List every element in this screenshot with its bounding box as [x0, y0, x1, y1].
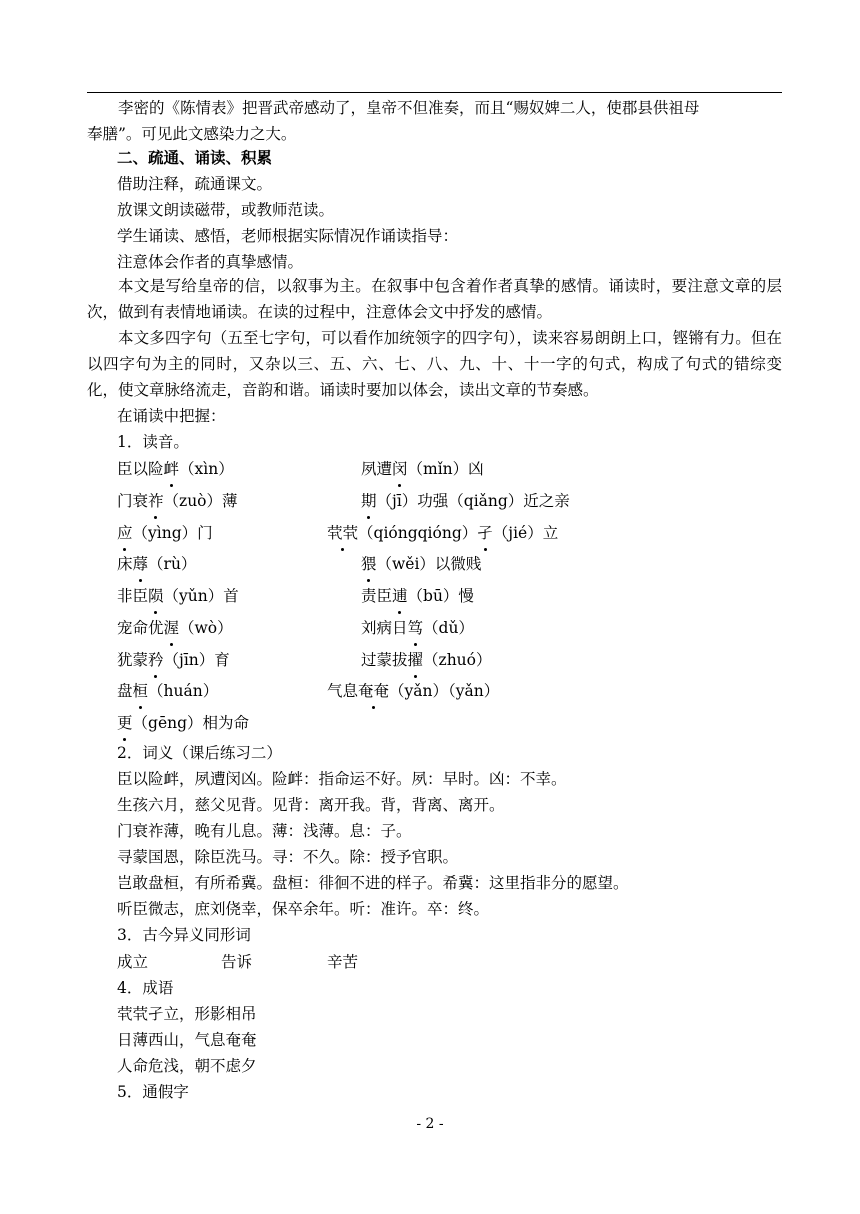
reading-right-7: 过蒙拔擢（zhuó）: [361, 651, 492, 669]
intro-paragraph: [87, 95, 782, 147]
reading-left-8: 盘桓（huán）: [117, 682, 219, 700]
meaning-line-4: 寻蒙国恩，除臣洗马。寻：不久。除：授予官职。: [117, 848, 459, 866]
meaning-heading: 2．词义（课后练习二）: [117, 744, 282, 762]
step-4: 注意体会作者的真挚感情。: [117, 253, 304, 271]
reading-right-6: 刘病日笃（dǔ）: [361, 619, 474, 637]
step-3: 学生诵读、感悟，老师根据实际情况作诵读指导：: [117, 227, 459, 245]
reading-right-3: 茕茕（qióngqióng）孑（jié）立: [327, 524, 559, 542]
ancient-word-3: 辛苦: [327, 953, 359, 971]
reading-left-6: 宠命优渥（wò）: [117, 619, 233, 637]
grasp-line: 在诵读中把握：: [117, 407, 226, 425]
step-2: 放课文朗读磁带，或教师范读。: [117, 201, 335, 219]
reading-left-4: 床蓐（rù）: [117, 555, 197, 573]
intro-line-2: 奉膳”。可见此文感染力之大。: [87, 125, 297, 143]
section-heading: 二、疏通、诵读、积累: [117, 148, 273, 167]
header-rule: [87, 92, 782, 93]
ancient-word-1: 成立: [117, 953, 149, 971]
reading-left-3: 应（yìng）门: [117, 524, 213, 542]
meaning-line-2: 生孩六月，慈父见背。见背：离开我。背，背离、离开。: [117, 796, 505, 814]
paragraph-sentence-style: 本文多四字句（五至七字句，可以看作加统领字的四字句），读来容易朗朗上口，铿锵有力。但在以四字句为主的同时，又杂以三、五、六、七、八、九、十、十一字的句式，构成了句式的错综变化，使文章脉络流走，音韵和谐。诵读时要加以体会，读出文章的节奏感。: [87, 329, 782, 399]
reading-right-4: 猥（wěi）以微贱: [361, 555, 482, 573]
paragraph-narrative: 本文是写给皇帝的信，以叙事为主。在叙事中包含着作者真挚的感情。诵读时，要注意文章的层次，做到有表情地诵读。在读的过程中，注意体会文中抒发的感情。: [87, 277, 782, 321]
idiom-line-1: 茕茕孑立，形影相吊: [117, 1005, 257, 1023]
ancient-word-2: 告诉: [221, 953, 253, 971]
reading-right-2: 期（jī）功强（qiǎng）近之亲: [361, 492, 570, 510]
ancient-heading: 3．古今异义同形词: [117, 926, 251, 944]
meaning-line-6: 听臣微志，庶刘侥幸，保卒余年。听：准许。卒：终。: [117, 900, 490, 918]
intro-line-1: 李密的《陈情表》把晋武帝感动了，皇帝不但准奏，而且“赐奴婢二人，使郡县供祖母: [118, 99, 700, 117]
idioms-heading: 4．成语: [117, 979, 174, 997]
meaning-line-3: 门衰祚薄，晚有儿息。薄：浅薄。息：子。: [117, 822, 412, 840]
reading-left-5: 非臣陨（yǔn）首: [117, 587, 239, 605]
reading-right-1: 夙遭闵（mǐn）凶: [361, 460, 484, 478]
step-1: 借助注释，疏通课文。: [117, 175, 273, 193]
reading-left-1: 臣以险衅（xìn）: [117, 460, 234, 478]
reading-left-9: 更（gēng）相为命: [117, 714, 250, 732]
tongjia-heading: 5．通假字: [117, 1083, 189, 1101]
reading-heading: 1．读音。: [117, 433, 189, 451]
idiom-line-2: 日薄西山，气息奄奄: [117, 1031, 257, 1049]
meaning-line-1: 臣以险衅，夙遭闵凶。险衅：指命运不好。夙：早时。凶：不幸。: [117, 770, 567, 788]
reading-right-8: 气息奄奄（yǎn）（yǎn）: [327, 682, 500, 700]
page-number: - 2 -: [416, 1116, 444, 1132]
reading-left-2: 门衰祚（zuò）薄: [117, 492, 238, 510]
meaning-line-5: 岂敢盘桓，有所希冀。盘桓：徘徊不进的样子。希冀：这里指非分的愿望。: [117, 874, 629, 892]
reading-left-7: 犹蒙矜（jīn）育: [117, 651, 230, 669]
idiom-line-3: 人命危浅，朝不虑夕: [117, 1057, 257, 1075]
reading-right-5: 责臣逋（bū）慢: [361, 587, 474, 605]
